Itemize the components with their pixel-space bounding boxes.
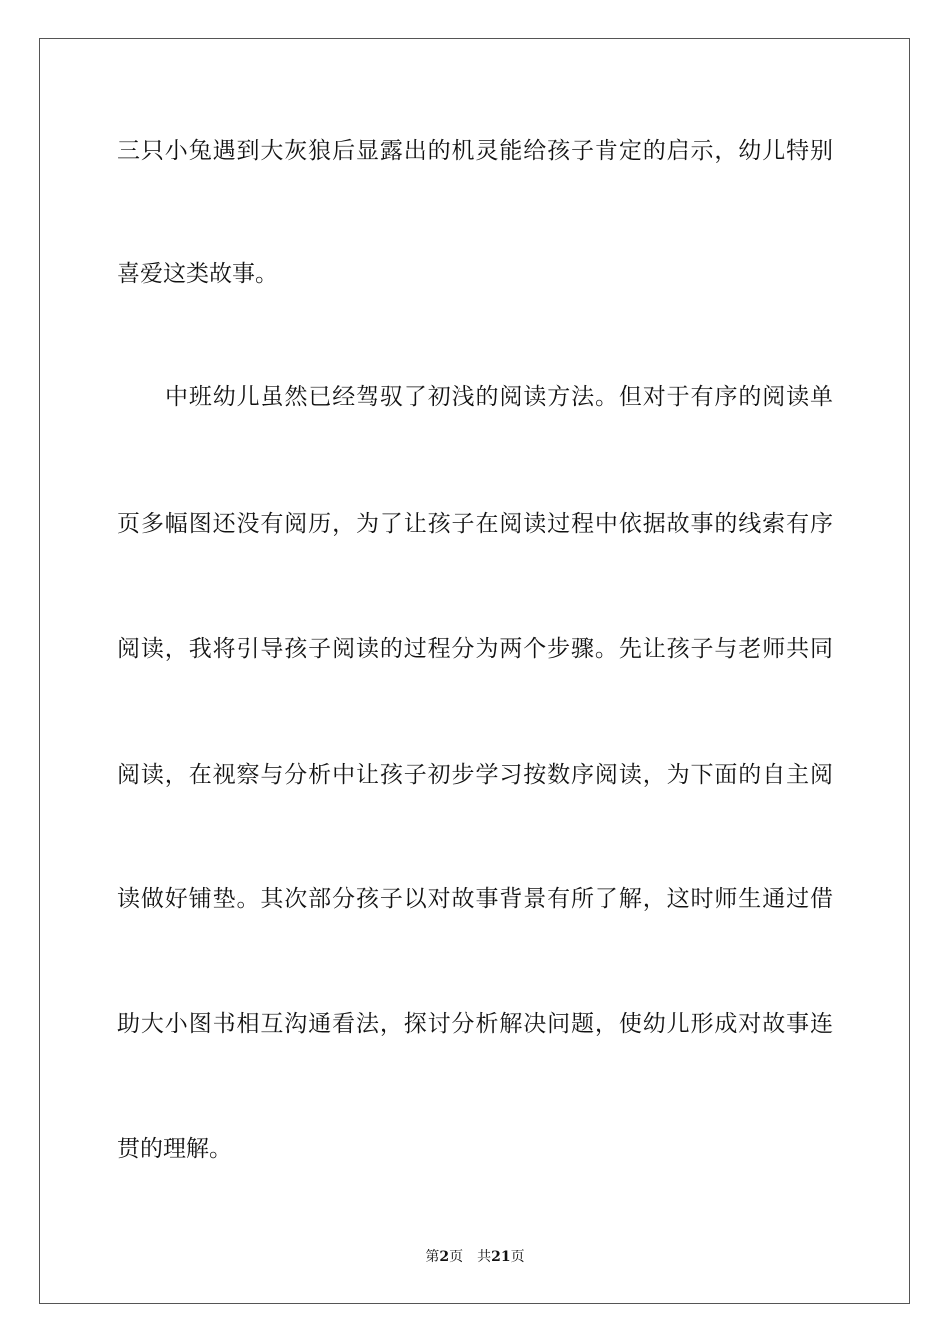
paragraph-line-1: 三只小兔遇到大灰狼后显露出的机灵能给孩子肯定的启示，幼儿特别: [117, 138, 833, 164]
paragraph-line-9: 贯的理解。: [117, 1136, 232, 1162]
page-footer: [0, 1247, 950, 1267]
footer-page-suffix: 页: [449, 1249, 464, 1265]
footer-total-prefix: 共: [477, 1249, 492, 1265]
paragraph-line-2: 喜爱这类故事。: [117, 261, 278, 287]
footer-page-number: 2: [439, 1249, 450, 1265]
footer-total-suffix: 页: [510, 1249, 525, 1265]
footer-total-pages: 21: [491, 1249, 511, 1265]
paragraph-line-8: 助大小图书相互沟通看法，探讨分析解决问题，使幼儿形成对故事连: [117, 1011, 833, 1037]
paragraph-line-7: 读做好铺垫。其次部分孩子以对故事背景有所了解，这时师生通过借: [117, 886, 833, 912]
page-frame: [39, 38, 910, 1304]
paragraph-line-3: 中班幼儿虽然已经驾驭了初浅的阅读方法。但对于有序的阅读单: [165, 384, 833, 410]
paragraph-line-4: 页多幅图还没有阅历，为了让孩子在阅读过程中依据故事的线索有序: [117, 511, 833, 537]
paragraph-line-5: 阅读，我将引导孩子阅读的过程分为两个步骤。先让孩子与老师共同: [117, 636, 833, 662]
paragraph-line-6: 阅读，在视察与分析中让孩子初步学习按数序阅读，为下面的自主阅: [117, 762, 833, 788]
footer-page-prefix: 第: [425, 1249, 440, 1265]
